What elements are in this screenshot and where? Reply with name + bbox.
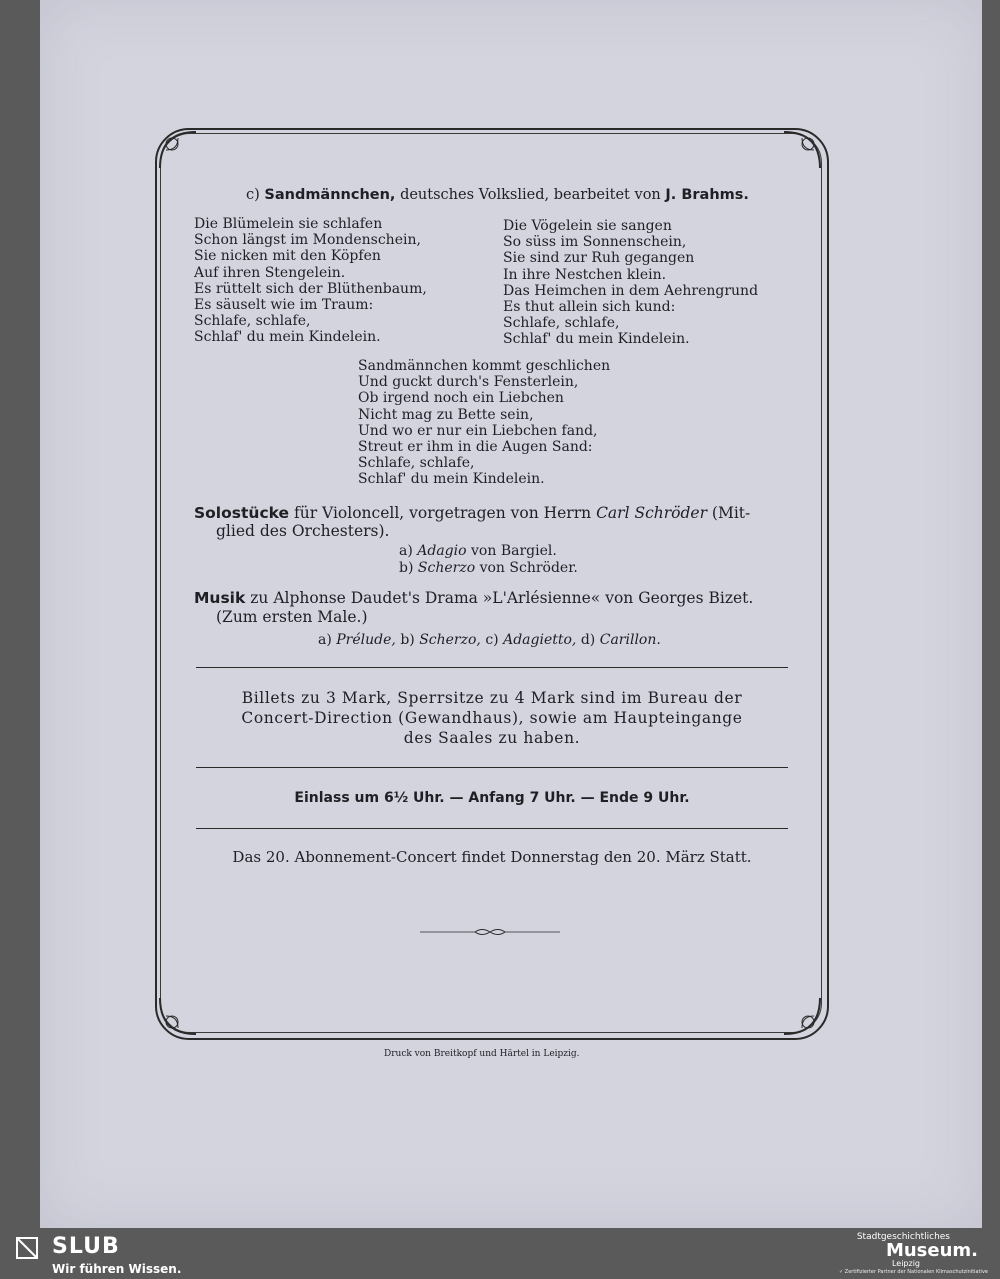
slub-logo-icon[interactable] [14, 1235, 40, 1261]
divider-rule [196, 667, 788, 668]
solo-text-cont: (Mit- [711, 504, 751, 522]
poem-left-column [194, 216, 427, 346]
solo-text: für Violoncell, vorgetragen von Herrn [293, 504, 592, 522]
poem-line: Schlaf' du mein Kindelein. [194, 329, 381, 346]
musik-c-prefix: c) [485, 632, 499, 648]
musik-heading: Musik [194, 589, 246, 607]
musik-d-title: Carillon. [599, 632, 661, 648]
poem-line: Sie sind zur Ruh gegangen [503, 250, 695, 267]
tickets-line-2: Concert-Direction (Gewandhaus), sowie am Haupteingange [241, 709, 743, 727]
tickets-block [196, 688, 788, 748]
solo-line2: glied des Orchesters). [216, 522, 390, 540]
slub-name[interactable]: SLUB [52, 1234, 120, 1259]
printer-line: Druck von Breitkopf und Härtel in Leipzig. [384, 1049, 580, 1059]
solo-item-a-prefix: a) [399, 543, 413, 559]
poem-line: Schon längst im Mondenschein, [194, 232, 421, 249]
poem-line: Und wo er nur ein Liebchen fand, [358, 422, 598, 439]
poem-line: Schlaf' du mein Kindelein. [358, 471, 545, 488]
tickets-line-3: des Saales zu haben. [403, 729, 581, 747]
solo-item-a-rest: von Bargiel. [471, 543, 557, 559]
solo-item-a-title: Adagio [417, 543, 467, 559]
poem-line: Schlafe, schlafe, [358, 455, 475, 472]
musik-c-title: Adagietto, [503, 632, 577, 648]
times-line: Einlass um 6½ Uhr. — Anfang 7 Uhr. — Ende 9 Uhr. [294, 790, 690, 806]
musik-a-title: Prélude, [336, 632, 396, 648]
musik-section [194, 589, 753, 607]
poem-line: Nicht mag zu Bette sein, [358, 406, 534, 423]
poem-line: Sie nicken mit den Köpfen [194, 248, 381, 265]
song-title: Sandmännchen, [264, 187, 396, 203]
musik-d-prefix: d) [580, 632, 596, 648]
solo-item-b-rest: von Schröder. [479, 560, 578, 576]
poem-line: Es säuselt wie im Traum: [194, 297, 374, 314]
solo-item-b-prefix: b) [399, 560, 414, 576]
divider-rule [196, 767, 788, 768]
composer-name: J. Brahms. [665, 187, 749, 203]
slub-tagline: Wir führen Wissen. [52, 1262, 182, 1276]
corner-ornament-icon [782, 996, 822, 1036]
next-concert-line: Das 20. Abonnement-Concert findet Donnerstag den 20. März Statt. [232, 848, 752, 866]
solo-item-b-title: Scherzo [417, 560, 476, 576]
solo-item-b [399, 560, 578, 576]
song-heading [246, 187, 749, 203]
flourish-ornament-icon [420, 922, 560, 932]
poem-right-column [503, 218, 758, 348]
musik-text: zu Alphonse Daudet's Drama »L'Arlésienne« von Georges Bizet. [250, 589, 754, 607]
corner-ornament-icon [158, 130, 198, 170]
museum-certification: ✓ Zertifizierter Partner der Nationalen Klimaschutzinitiative [838, 1269, 988, 1275]
solo-performer: Carl Schröder [596, 504, 707, 522]
poem-line: Und guckt durch's Fensterlein, [358, 374, 579, 391]
solo-item-a [399, 543, 557, 559]
poem-line: Streut er ihm in die Augen Sand: [358, 439, 593, 456]
solo-heading: Solostücke [194, 504, 290, 522]
poem-line: In ihre Nestchen klein. [503, 266, 667, 283]
poem-line: Sandmännchen kommt geschlichen [358, 358, 611, 374]
museum-label: Stadtgeschichtliches [856, 1232, 950, 1242]
poem-line: Ob irgend noch ein Liebchen [358, 390, 564, 407]
corner-ornament-icon [782, 130, 822, 170]
museum-name[interactable]: Museum. [885, 1240, 978, 1261]
museum-city: Leipzig [891, 1259, 920, 1268]
poem-line: Es rüttelt sich der Blüthenbaum, [194, 280, 427, 297]
poem-line: Schlafe, schlafe, [503, 315, 620, 332]
heading-middle: deutsches Volkslied, bearbeitet von [400, 187, 661, 203]
poem-line: Die Vögelein sie sangen [503, 218, 672, 234]
poem-line: Die Blümelein sie schlafen [194, 216, 383, 232]
heading-prefix: c) [246, 187, 260, 203]
corner-ornament-icon [158, 996, 198, 1036]
musik-a-prefix: a) [318, 632, 332, 648]
poem-line: Auf ihren Stengelein. [194, 264, 346, 281]
divider-rule [196, 828, 788, 829]
tickets-line-1: Billets zu 3 Mark, Sperrsitze zu 4 Mark sind im Bureau der [241, 689, 743, 707]
poem-line: Das Heimchen in dem Aehrengrund [503, 282, 759, 299]
musik-b-title: Scherzo, [419, 632, 481, 648]
solo-section [194, 504, 750, 522]
poem-line: So süss im Sonnenschein, [503, 234, 687, 251]
poem-line: Es thut allein sich kund: [503, 299, 676, 316]
poem-center-column [358, 358, 610, 488]
musik-b-prefix: b) [400, 632, 415, 648]
musik-line2: (Zum ersten Male.) [216, 608, 368, 626]
musik-items [318, 632, 661, 648]
poem-line: Schlafe, schlafe, [194, 313, 311, 330]
poem-line: Schlaf' du mein Kindelein. [503, 331, 690, 348]
